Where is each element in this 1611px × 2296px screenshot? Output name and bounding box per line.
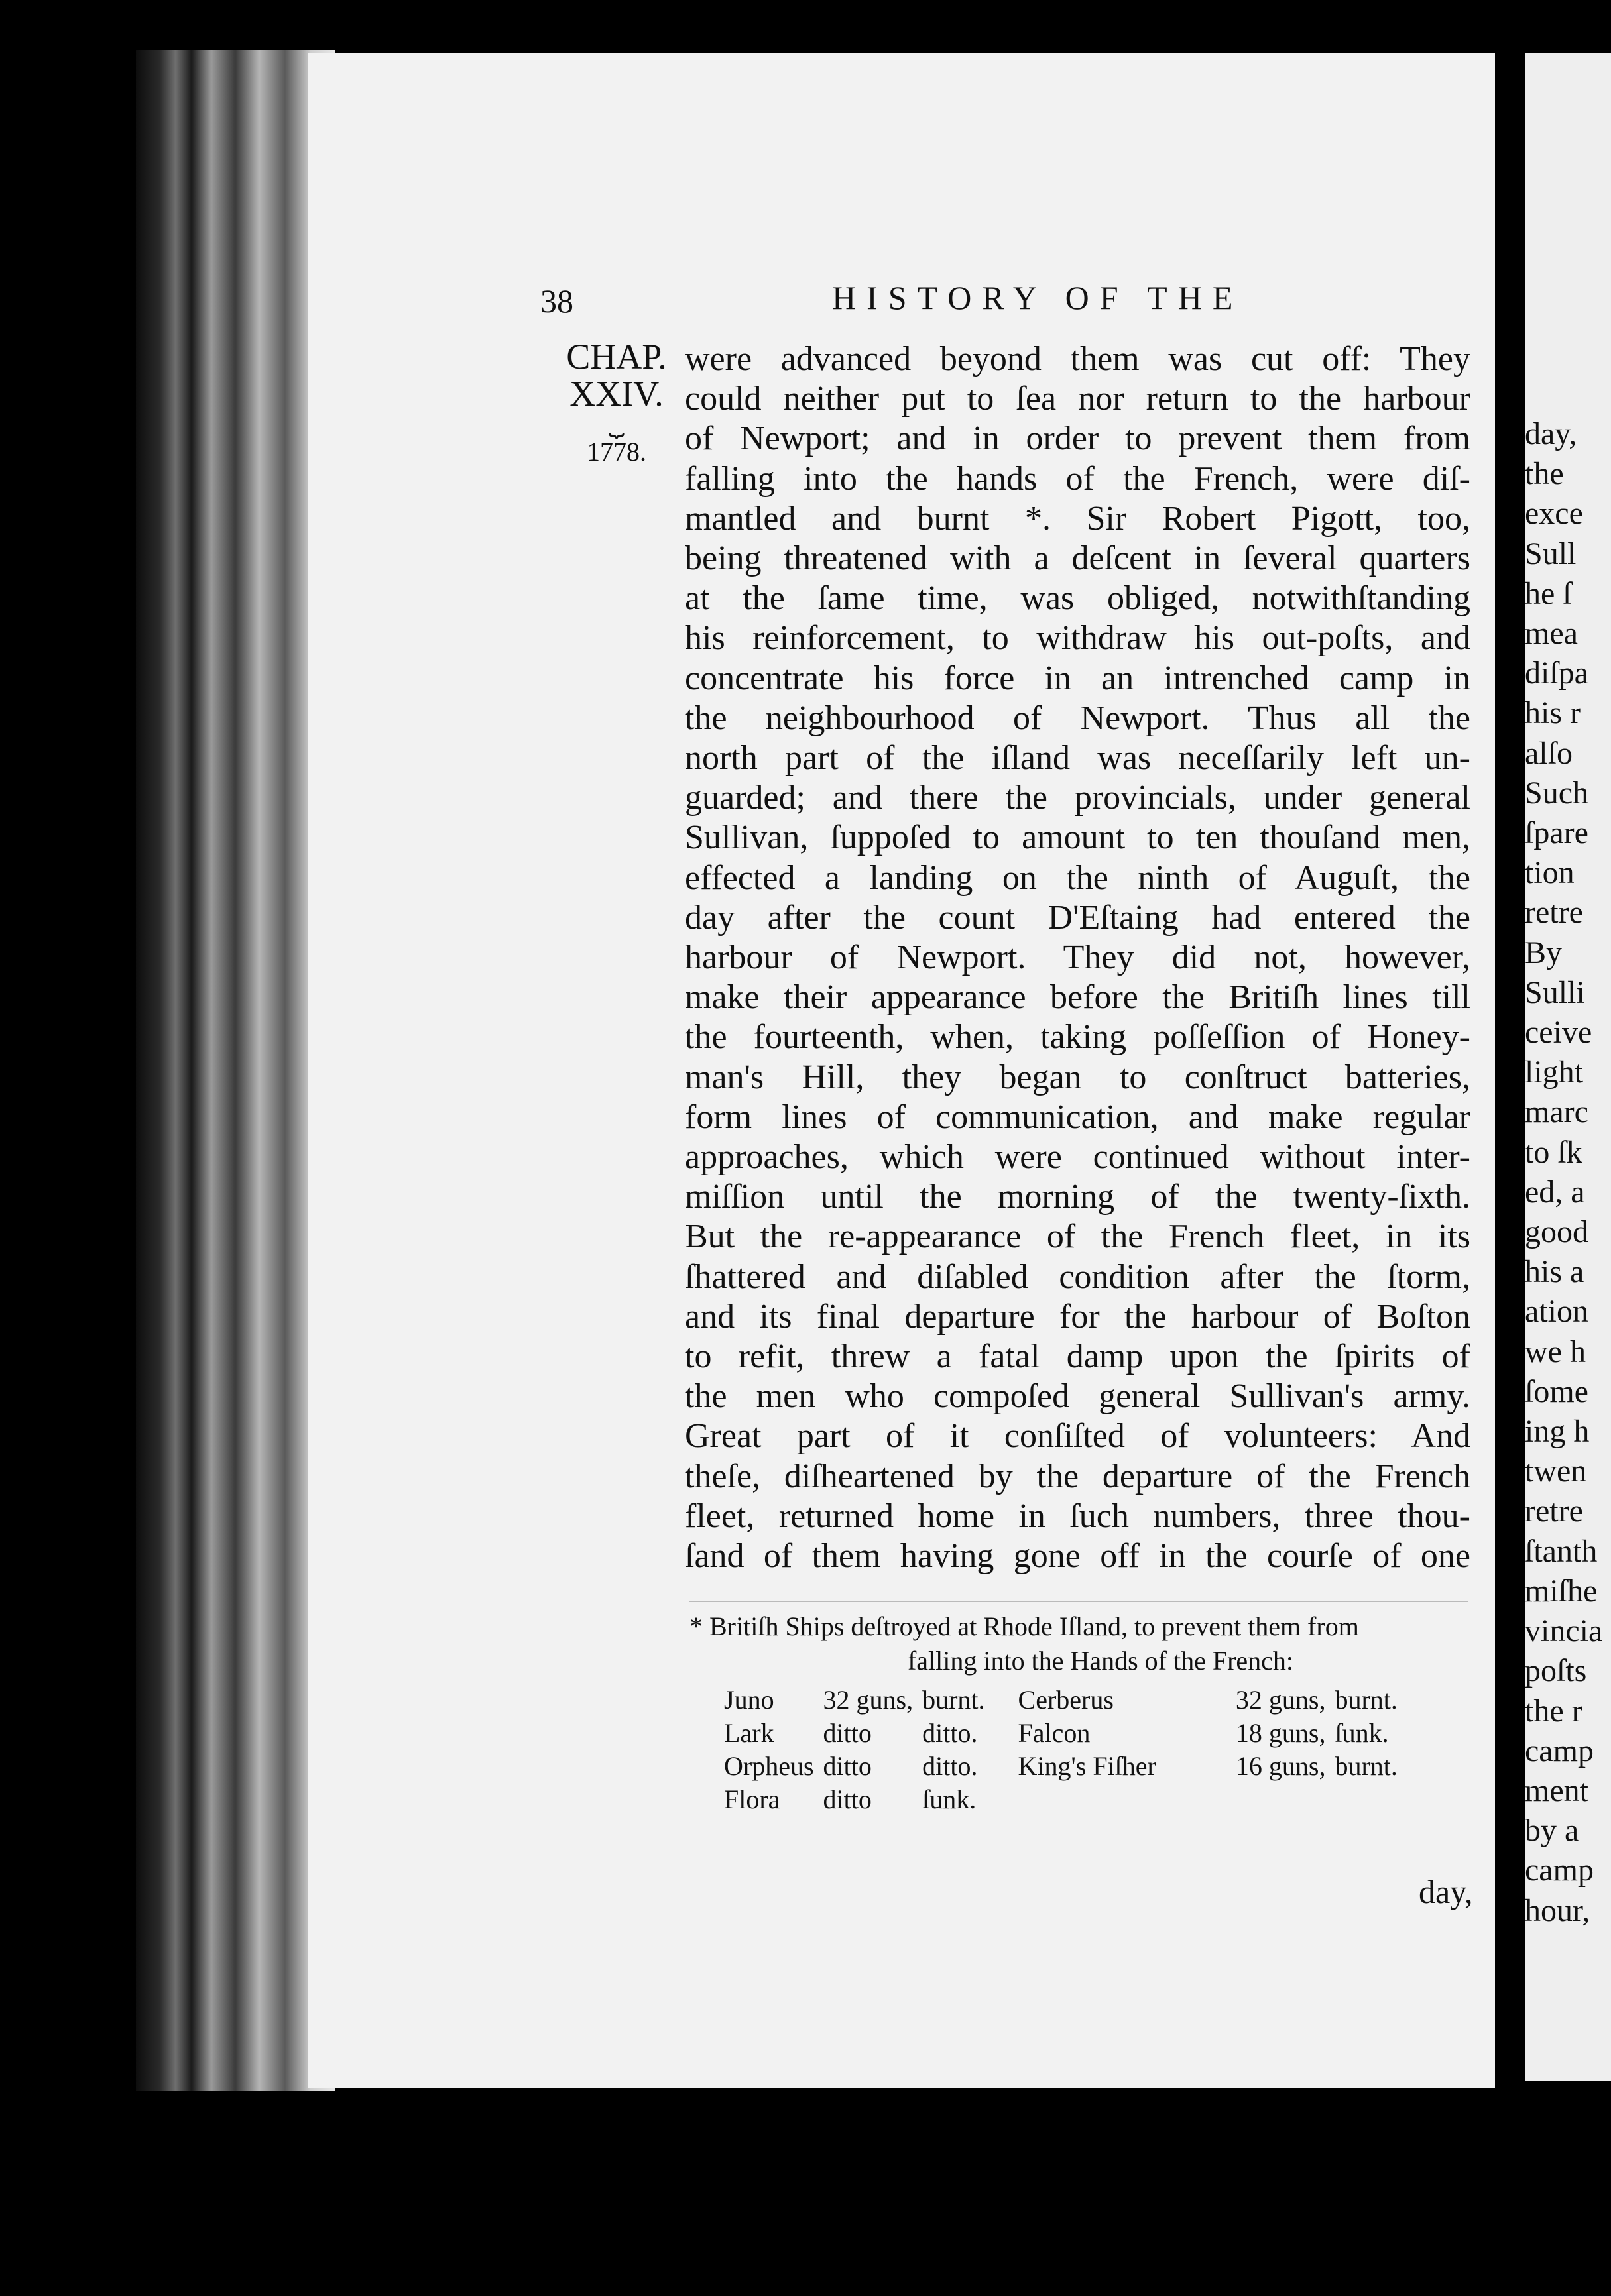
next-page-line-fragment: tion [1525, 855, 1575, 891]
ship-name: Falcon [1018, 1718, 1091, 1748]
next-page-line-fragment: the [1525, 456, 1564, 492]
ship-guns: ditto [823, 1784, 872, 1814]
next-page-line-fragment: twen [1525, 1454, 1587, 1489]
next-page-line-fragment: retre [1525, 1493, 1583, 1529]
next-page-line-fragment: to ſk [1525, 1134, 1582, 1170]
text-line: mantled and burnt *. Sir Robert Pigott, too, [685, 499, 1470, 538]
text-line: the fourteenth, when, taking poſſeſſion of Honey- [685, 1018, 1470, 1057]
next-page-line-fragment: vincia [1525, 1613, 1603, 1649]
text-line: the men who compoſed general Sullivan's army. [685, 1377, 1470, 1416]
text-line: of Newport; and in order to prevent them from [685, 420, 1470, 458]
next-page-line-fragment: By [1525, 935, 1563, 970]
text-line: ſhattered and diſabled condition after the ſtorm, [685, 1257, 1470, 1296]
text-line: Great part of it conſiſted of volunteers: And [685, 1417, 1470, 1456]
next-page-line-fragment: ment [1525, 1772, 1588, 1808]
next-page-line-fragment: ation [1525, 1294, 1588, 1330]
ship-name [1018, 1783, 1236, 1816]
footnote-heading: * Britiſh Ships deſtroyed at Rhode Iſland, to prevent them from [689, 1611, 1359, 1641]
chapter-margin-note [547, 338, 686, 472]
ship-guns: 18 guns, [1235, 1718, 1326, 1748]
next-page-line-fragment: exce [1525, 496, 1583, 532]
next-page-line-fragment: alſo [1525, 735, 1573, 771]
text-line: the neighbourhood of Newport. Thus all the [685, 699, 1470, 737]
margin-year: 1778. [587, 437, 646, 467]
next-page-line-fragment: ing h [1525, 1414, 1590, 1450]
next-page-line-fragment: ſtanth [1525, 1533, 1598, 1569]
ship-name: King's Fiſher [1018, 1751, 1156, 1781]
ship-fate: ſunk. [1335, 1718, 1389, 1748]
chapter-label: CHAP. [566, 337, 667, 376]
text-line: make their appearance before the Britiſh lines till [685, 978, 1470, 1017]
text-line: his reinforcement, to withdraw his out-poſts, and [685, 619, 1470, 658]
text-line: and its final departure for the harbour of Boſton [685, 1297, 1470, 1336]
next-page-edge [1525, 53, 1611, 2081]
next-page-line-fragment: camp [1525, 1733, 1594, 1768]
next-page-line-fragment: Sulli [1525, 974, 1585, 1010]
ship-fate [1335, 1783, 1406, 1816]
catchword: day, [1419, 1873, 1473, 1910]
ship-guns: ditto [823, 1751, 872, 1781]
table-row [724, 1750, 1407, 1783]
table-row [724, 1684, 1407, 1717]
text-line: fleet, returned home in ſuch numbers, three thou- [685, 1497, 1470, 1535]
text-line: north part of the iſland was neceſſarily left un- [685, 739, 1470, 777]
next-page-text [1525, 414, 1611, 1931]
text-line: miſſion until the morning of the twenty-ſixth. [685, 1178, 1470, 1216]
footnote-divider [689, 1601, 1468, 1602]
ship-fate: burnt. [1335, 1685, 1398, 1715]
next-page-line-fragment: ſome [1525, 1373, 1588, 1409]
next-page-line-fragment: his a [1525, 1254, 1584, 1290]
next-page-line-fragment: Such [1525, 775, 1588, 811]
ship-guns: 16 guns, [1235, 1751, 1326, 1781]
chapter-number: XXIV. [569, 374, 664, 414]
next-page-line-fragment: poſts [1525, 1653, 1587, 1689]
next-page-line-fragment: light [1525, 1055, 1584, 1090]
text-line: being threatened with a deſcent in ſeveral quarters [685, 540, 1470, 578]
text-line: were advanced beyond them was cut off: They [685, 340, 1470, 378]
ship-name: Cerberus [1018, 1685, 1114, 1715]
text-line: Sullivan, ſuppoſed to amount to ten thouſand men, [685, 819, 1470, 857]
table-row [724, 1783, 1407, 1816]
footnote [689, 1611, 1472, 1816]
text-line: ſand of them having gone off in the courſe of one [685, 1537, 1470, 1576]
table-row [724, 1717, 1407, 1750]
next-page-line-fragment: ſpare [1525, 815, 1588, 851]
ship-name: Juno [724, 1685, 774, 1715]
running-title-text: HISTORY OF THE [832, 279, 1244, 316]
text-line: theſe, diſheartened by the departure of the French [685, 1457, 1470, 1495]
text-line: man's Hill, they began to conſtruct batteries, [685, 1058, 1470, 1096]
text-line: day after the count D'Eſtaing had entered the [685, 898, 1470, 937]
text-line: could neither put to ſea nor return to the harbour [685, 380, 1470, 418]
next-page-line-fragment: his r [1525, 695, 1581, 731]
body-text [685, 339, 1470, 1576]
next-page-line-fragment: Sull [1525, 536, 1577, 571]
text-line: approaches, which were continued without inter- [685, 1138, 1470, 1177]
ship-guns [1236, 1783, 1335, 1816]
ship-guns: ditto [823, 1718, 872, 1748]
text-line: falling into the hands of the French, were diſ- [685, 459, 1470, 498]
next-page-line-fragment: good [1525, 1214, 1588, 1250]
ship-fate: burnt. [922, 1685, 985, 1715]
footnote-subheading: falling into the Hands of the French: [907, 1646, 1294, 1676]
text-line: guarded; and there the provincials, under general [685, 779, 1470, 817]
text-line: effected a landing on the ninth of Auguſt, the [685, 858, 1470, 897]
text-line: But the re-appearance of the French fleet, in its [685, 1218, 1470, 1256]
text-line: harbour of Newport. They did not, however, [685, 939, 1470, 977]
next-page-line-fragment: we h [1525, 1334, 1586, 1369]
ship-name: Lark [724, 1718, 774, 1748]
ship-guns: 32 guns, [1235, 1685, 1326, 1715]
running-title [832, 278, 1611, 325]
ships-table [724, 1684, 1407, 1816]
text-line: concentrate his force in an intrenched camp in [685, 659, 1470, 697]
book-binding-edge [136, 50, 335, 2091]
next-page-line-fragment: retre [1525, 895, 1583, 931]
ship-fate: ditto. [922, 1718, 978, 1748]
next-page-line-fragment: day, [1525, 416, 1577, 451]
next-page-line-fragment: the r [1525, 1693, 1582, 1729]
next-page-line-fragment: diſpa [1525, 656, 1588, 691]
text-line: form lines of communication, and make regular [685, 1098, 1470, 1136]
ship-fate: burnt. [1335, 1751, 1398, 1781]
ship-guns: 32 guns, [823, 1685, 914, 1715]
ship-fate: ſunk. [922, 1784, 977, 1814]
next-page-line-fragment: he ſ [1525, 575, 1572, 611]
next-page-line-fragment: camp [1525, 1853, 1594, 1888]
next-page-line-fragment: by a [1525, 1813, 1579, 1849]
next-page-line-fragment: miſhe [1525, 1573, 1598, 1609]
text-line: to refit, threw a fatal damp upon the ſpirits of [685, 1338, 1470, 1376]
next-page-line-fragment: marc [1525, 1094, 1588, 1130]
text-line: at the ſame time, was obliged, notwithſtanding [685, 579, 1470, 618]
page-number: 38 [540, 282, 573, 319]
next-page-line-fragment: ceive [1525, 1015, 1592, 1051]
ship-name: Flora [724, 1784, 780, 1814]
ship-fate: ditto. [922, 1751, 978, 1781]
ship-name: Orpheus [724, 1751, 814, 1781]
brace-ornament: ⏟ [609, 407, 625, 437]
next-page-line-fragment: hour, [1525, 1892, 1590, 1928]
next-page-line-fragment: ed, a [1525, 1174, 1585, 1210]
next-page-line-fragment: mea [1525, 616, 1578, 652]
